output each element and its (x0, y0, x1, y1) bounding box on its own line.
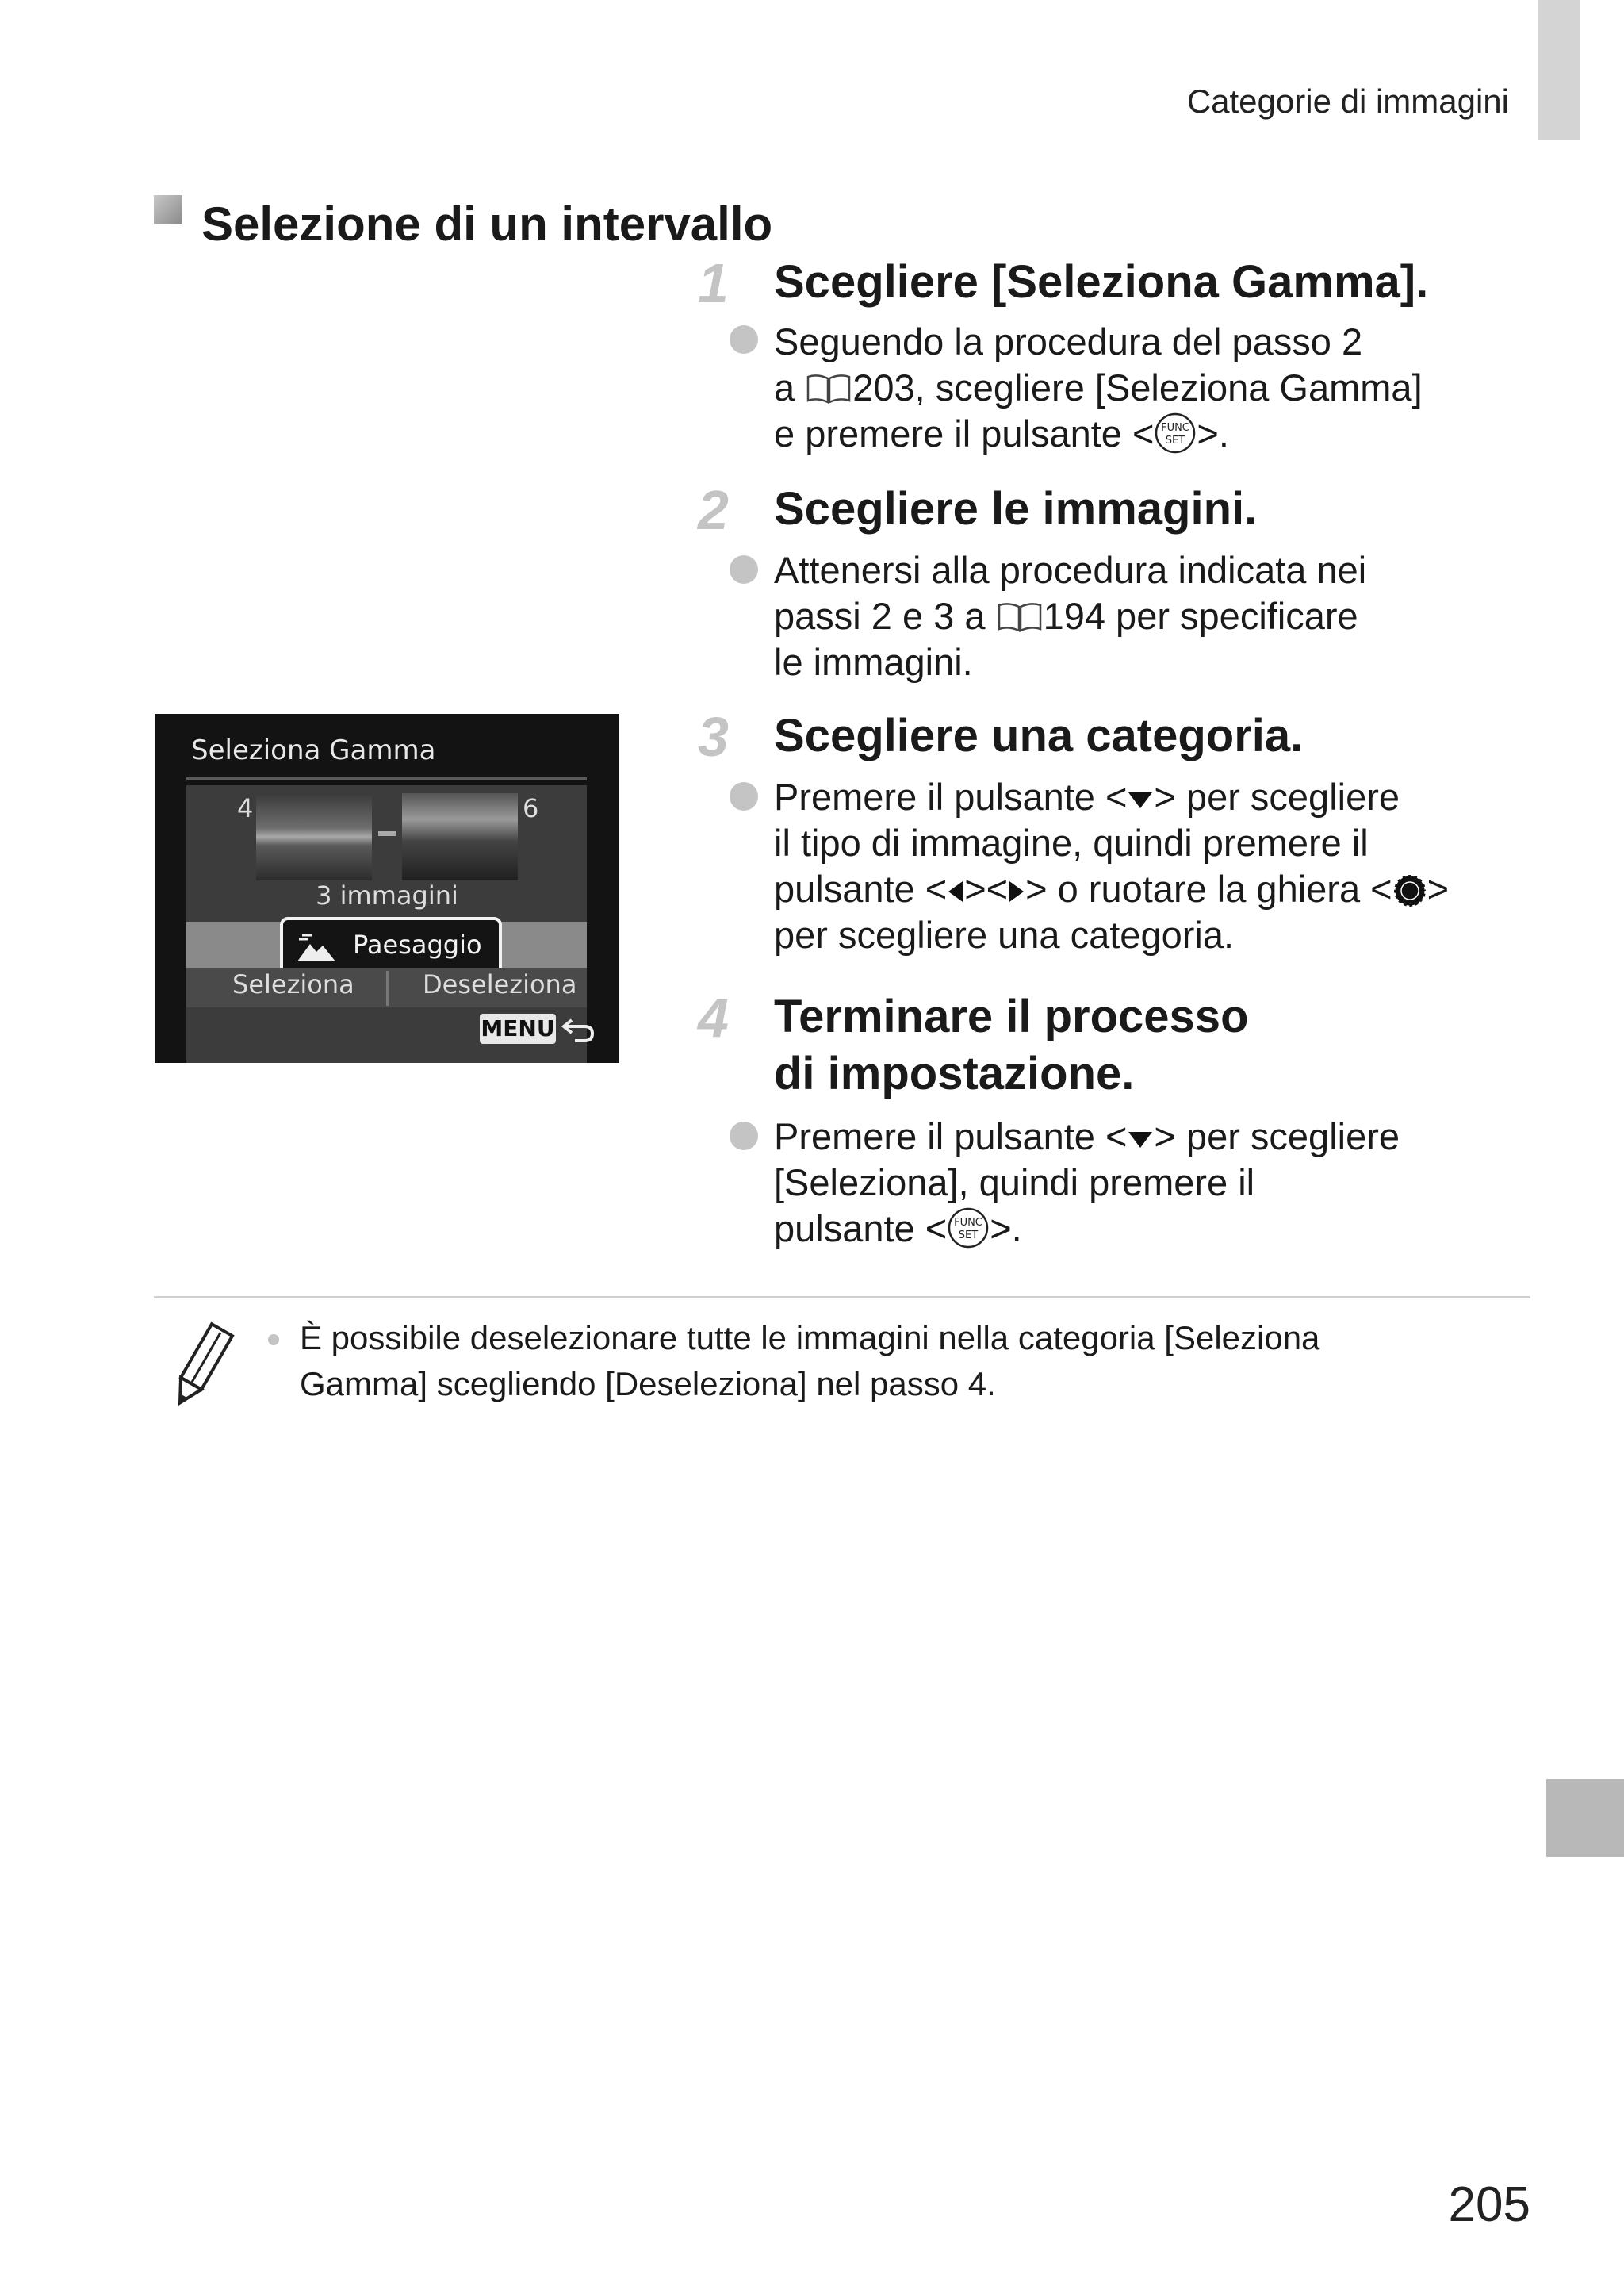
camera-screen-title: Seleziona Gamma (191, 735, 436, 766)
step-4-title-line-1: Terminare il processo (774, 991, 1249, 1042)
step-3-line-4: per scegliere una categoria. (774, 914, 1235, 956)
step-2-title: Scegliere le immagini. (774, 483, 1258, 535)
step-1-title: Scegliere [Seleziona Gamma]. (774, 256, 1429, 308)
note-line-1: È possibile deselezionare tutte le immagini nella categoria [Seleziona (300, 1319, 1320, 1356)
note-bullet-icon (268, 1334, 279, 1345)
page-reference: 194 (1043, 595, 1105, 637)
range-end-thumbnail (402, 793, 518, 880)
step-3-line-1: Premere il pulsante < > per scegliere (774, 776, 1400, 818)
step-4-bullet-icon (730, 1122, 758, 1150)
step-2-line-1: Attenersi alla procedura indicata nei (774, 549, 1367, 591)
down-arrow-icon (1127, 1127, 1154, 1151)
camera-screen-separator (186, 777, 587, 780)
step-2-body (774, 547, 1366, 685)
deselect-button[interactable]: Deseleziona (423, 969, 577, 999)
step-4-line-3: pulsante < FUNC SET >. (774, 1207, 1022, 1249)
step-2-bullet-icon (730, 555, 758, 584)
step-2-line-3: le immagini. (774, 641, 973, 683)
step-2-line-2: passi 2 e 3 a 194 per specificare (774, 595, 1358, 637)
category-selector[interactable] (280, 917, 502, 976)
category-label: Paesaggio (353, 930, 482, 960)
svg-text:FUNC: FUNC (1161, 422, 1190, 434)
section-tab (1546, 1779, 1624, 1857)
page-reference: 203 (852, 366, 915, 409)
step-4-number: 4 (698, 987, 729, 1049)
back-arrow-icon (561, 1015, 596, 1044)
range-start-number: 4 (237, 793, 254, 823)
landscape-icon (296, 931, 337, 963)
step-1-body (774, 319, 1423, 457)
step-4-title (774, 988, 1249, 1103)
menu-button[interactable]: MENU (480, 1014, 556, 1044)
note-line-2: Gamma] scegliendo [Deseleziona] nel passo 4. (300, 1365, 996, 1402)
func-set-button-icon (947, 1206, 990, 1249)
note-text (300, 1315, 1320, 1407)
step-1-line-2: a 203, scegliere [Seleziona Gamma] (774, 366, 1423, 409)
step-3-title: Scegliere una categoria. (774, 710, 1304, 761)
chapter-tab (1538, 0, 1580, 140)
range-end-number: 6 (523, 793, 539, 823)
left-arrow-icon (947, 880, 964, 903)
section-marker-icon (154, 195, 182, 224)
step-1-line-3: e premere il pulsante < FUNC SET >. (774, 412, 1229, 455)
step-3-line-3: pulsante < >< > o ruotare la ghiera < > (774, 868, 1450, 910)
pencil-note-icon (167, 1317, 238, 1412)
step-4-line-1: Premere il pulsante < > per scegliere (774, 1115, 1400, 1157)
control-dial-icon (1392, 873, 1427, 908)
select-button[interactable]: Seleziona (232, 969, 354, 999)
image-count-label: 3 immagini (316, 880, 458, 911)
step-4-line-2: [Seleziona], quindi premere il (774, 1161, 1255, 1203)
down-arrow-icon (1127, 788, 1154, 811)
svg-text:SET: SET (958, 1229, 979, 1241)
step-1-number: 1 (698, 252, 729, 314)
book-reference-icon (996, 600, 1044, 634)
step-3-body (774, 774, 1449, 958)
note-divider (154, 1296, 1530, 1298)
step-2-number: 2 (698, 479, 729, 541)
page-number: 205 (1448, 2177, 1530, 2232)
step-3-line-2: il tipo di immagine, quindi premere il (774, 822, 1369, 864)
func-set-button-icon (1154, 412, 1197, 455)
right-arrow-icon (1008, 880, 1025, 903)
range-dash (378, 831, 396, 836)
page-header-title: Categorie di immagini (1186, 82, 1509, 120)
book-reference-icon (805, 372, 852, 405)
svg-text:FUNC: FUNC (954, 1217, 983, 1229)
svg-text:SET: SET (1166, 435, 1185, 447)
step-3-number: 3 (698, 706, 729, 768)
step-1-line-1: Seguendo la procedura del passo 2 (774, 320, 1363, 362)
button-divider (386, 971, 389, 1006)
range-start-thumbnail (256, 793, 372, 880)
section-title: Selezione di un intervallo (201, 198, 773, 251)
step-4-title-line-2: di impostazione. (774, 1048, 1135, 1099)
step-3-bullet-icon (730, 782, 758, 811)
camera-screen (155, 714, 619, 1063)
step-4-body (774, 1114, 1400, 1252)
step-1-bullet-icon (730, 325, 758, 354)
